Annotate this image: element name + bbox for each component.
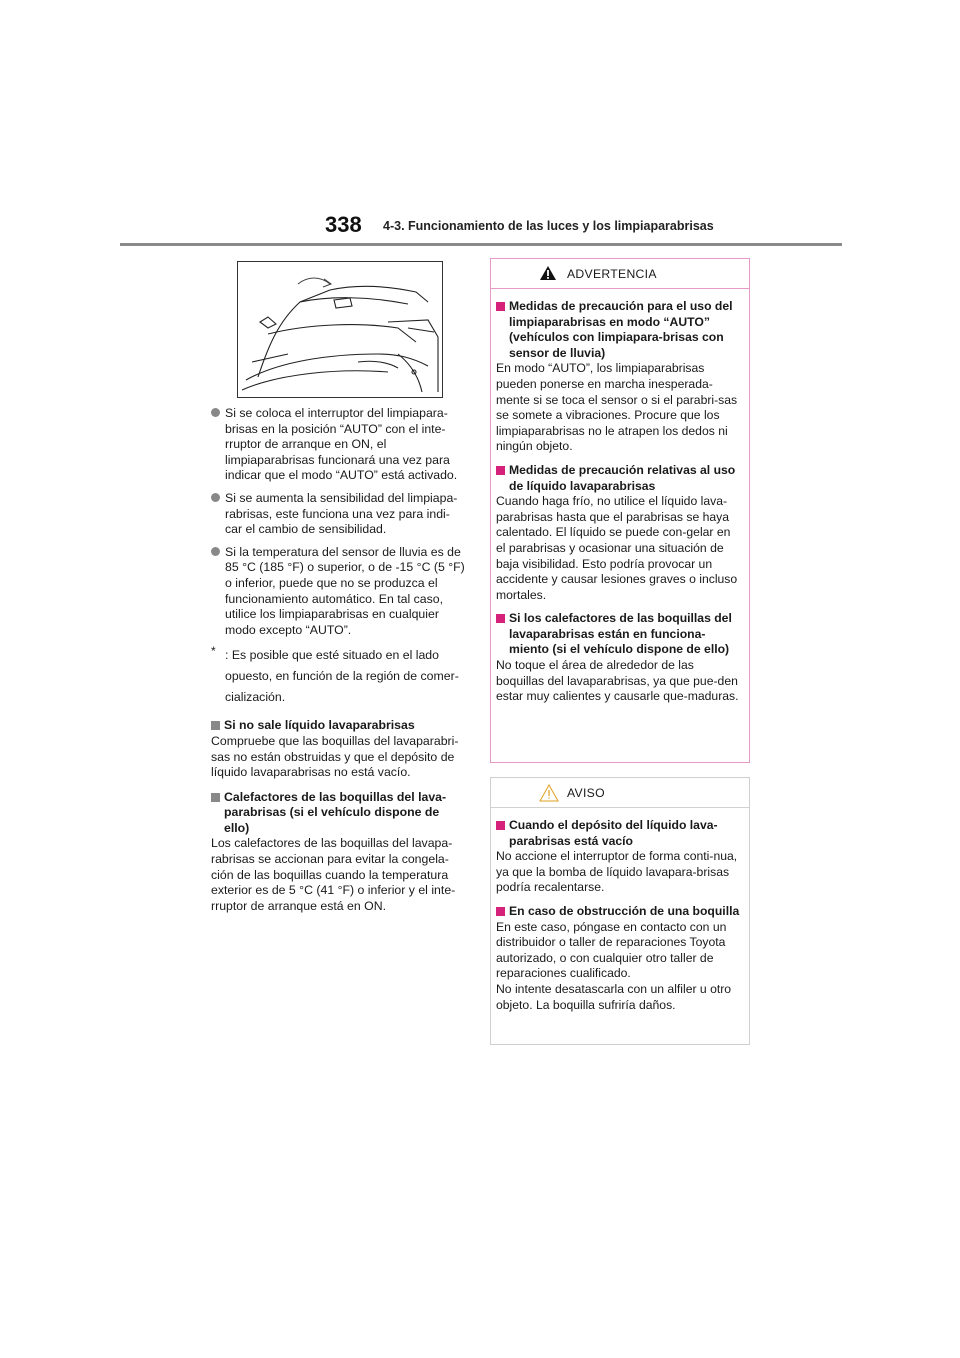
section-heading-text: Si los calefactores de las boquillas del lavaparabrisas están en funciona-miento (si el vehículo dispone de ello)	[509, 611, 732, 657]
bullet-dot-icon	[211, 408, 220, 417]
warning-section-heading	[496, 611, 743, 658]
vehicle-illustration	[237, 261, 443, 398]
bullet-item	[211, 406, 466, 484]
page-number: 338	[325, 212, 362, 237]
notice-paragraph: No accione el interruptor de forma conti-nua, ya que la bomba de líquido lavapara-brisas podría recalentarse.	[496, 849, 738, 895]
section-heading-text: Medidas de precaución relativas al uso de líquido lavaparabrisas	[509, 462, 736, 493]
section-title: 4-3. Funcionamiento de las luces y los limpiaparabrisas	[383, 219, 714, 233]
footnote-mark: *	[211, 644, 216, 659]
bullet-text: Si se aumenta la sensibilidad del limpiapa-rabrisas, este funciona una vez para indi-car el cambio de sensibilidad.	[225, 490, 458, 537]
header-rule	[120, 243, 842, 246]
section-heading-text: Si no sale líquido lavaparabrisas	[224, 718, 415, 733]
footnote-text: : Es posible que esté situado en el lado opuesto, en función de la región de comer-cialización.	[225, 648, 459, 705]
notice-paragraph: No intente desatascarla con un alfiler u otro objeto. La boquilla sufriría daños.	[496, 981, 732, 1012]
caution-triangle-icon	[539, 784, 559, 802]
warning-label: ADVERTENCIA	[567, 267, 657, 281]
warning-paragraph: No toque el área de alrededor de las boquillas del lavaparabrisas, ya que pue-den estar muy calientes y causarle que-maduras.	[496, 658, 739, 704]
section-heading	[211, 790, 466, 837]
bullet-dot-icon	[211, 493, 220, 502]
section-heading	[211, 718, 466, 734]
square-bullet-icon	[211, 721, 220, 730]
notice-box	[490, 777, 750, 1045]
warning-paragraph: Cuando haga frío, no utilice el líquido lava-parabrisas hasta que el parabrisas se haya calentado. El líquido se puede con-gelar en el parabrisas y ocasionar una situación de baja visibilidad. Esto podría provocar un accidente y causar lesiones graves o incluso mortales.	[496, 494, 738, 602]
left-column	[211, 406, 466, 923]
bullet-text: Si la temperatura del sensor de lluvia es de 85 °C (185 °F) o superior, o de -15 °C (5 °F) o inferior, puede que no se produzca el funcionamiento automático. En tal caso, utilice los limpiaparabrisas en cualquier modo excepto “AUTO”.	[225, 544, 465, 637]
square-bullet-icon	[496, 466, 505, 475]
notice-header	[491, 778, 749, 808]
square-bullet-icon	[496, 302, 505, 311]
warning-section-heading	[496, 463, 743, 494]
bullet-item	[211, 491, 466, 538]
section-heading-text: Medidas de precaución para el uso del limpiaparabrisas en modo “AUTO” (vehículos con limpiapara-brisas con sensor de lluvia)	[509, 299, 733, 360]
notice-paragraph: En este caso, póngase en contacto con un distribuidor o taller de reparaciones Toyota autorizado, o con cualquier otro taller de reparaciones cualificado.	[496, 919, 727, 981]
footnote	[211, 645, 466, 708]
warning-paragraph: En modo “AUTO”, los limpiaparabrisas pueden ponerse en marcha inesperada-mente si se toca el sensor o si el parabri-sas se somete a vibraciones. Procure que los limpiaparabrisas no le atrapen los dedos ni ningún objeto.	[496, 361, 738, 454]
section-heading-text: Calefactores de las boquillas del lava-parabrisas (si el vehículo dispone de ello)	[224, 789, 447, 835]
square-bullet-icon	[496, 907, 505, 916]
section-heading-text: En caso de obstrucción de una boquilla	[509, 903, 740, 918]
notice-label: AVISO	[567, 786, 605, 800]
section-heading-text: Cuando el depósito del líquido lava-parabrisas está vacío	[509, 818, 718, 848]
car-front-drawing	[238, 262, 442, 397]
section-paragraph: Los calefactores de las boquillas del lavapa-rabrisas se accionan para evitar la congela-ción de las boquillas cuando la temperatura exterior es de 5 °C (41 °F) o inferior y el inte-rruptor de arranque está en ON.	[211, 836, 456, 913]
section-paragraph: Compruebe que las boquillas del lavaparabri-sas no están obstruidas y que el depósito de líquido lavaparabrisas no está vacío.	[211, 733, 459, 780]
bullet-item	[211, 545, 466, 639]
warning-section-heading	[496, 299, 743, 361]
bullet-text: Si se coloca el interruptor del limpiapara-brisas en la posición “AUTO” con el inte-rruptor de arranque en ON, el limpiaparabrisas funcionará una vez para indicar que el modo “AUTO” está activado.	[225, 406, 458, 483]
bullet-dot-icon	[211, 547, 220, 556]
square-bullet-icon	[496, 614, 505, 623]
square-bullet-icon	[496, 821, 505, 830]
notice-section-heading	[496, 818, 743, 849]
square-bullet-icon	[211, 793, 220, 802]
notice-section-heading	[496, 904, 743, 920]
warning-box	[490, 258, 750, 763]
warning-triangle-icon	[539, 265, 557, 281]
warning-header	[491, 259, 749, 289]
